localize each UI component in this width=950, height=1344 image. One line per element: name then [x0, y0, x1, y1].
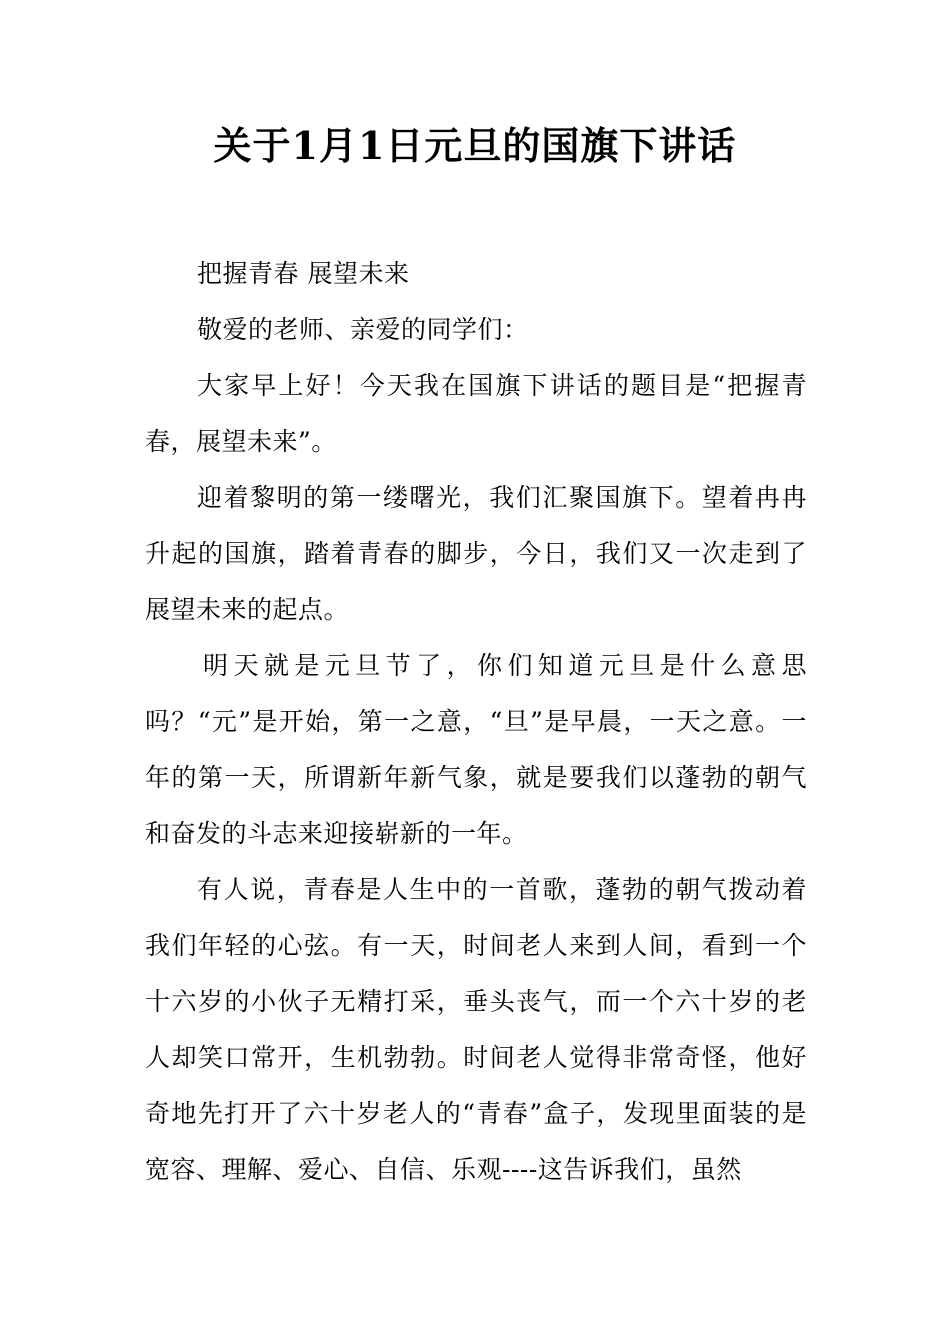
document-title: 关于1月1日元旦的国旗下讲话	[213, 123, 737, 168]
paragraph-new-year-meaning: 明天就是元旦节了，你们知道元旦是什么意思吗？“元”是开始，第一之意，“旦”是早晨，一天之意。一年的第一天，所谓新年新气象，就是要我们以蓬勃的朝气和奋发的斗志来迎接崭新的一年。	[145, 651, 807, 848]
speech-subtitle: 把握青春 展望未来	[197, 259, 410, 288]
salutation: 敬爱的老师、亲爱的同学们：	[197, 315, 529, 344]
paragraph-dawn: 迎着黎明的第一缕曙光，我们汇聚国旗下。望着冉冉升起的国旗，踏着青春的脚步，今日，我们又一次走到了展望未来的起点。	[145, 483, 807, 624]
document-body	[145, 246, 807, 1198]
paragraph-greeting: 大家早上好！今天我在国旗下讲话的题目是“把握青春，展望未来”。	[145, 371, 807, 456]
paragraph-youth-story: 有人说，青春是人生中的一首歌，蓬勃的朝气拨动着我们年轻的心弦。有一天，时间老人来到人间，看到一个十六岁的小伙子无精打采，垂头丧气，而一个六十岁的老人却笑口常开，生机勃勃。时间老人觉得非常奇怪，他好奇地先打开了六十岁老人的“青春”盒子，发现里面装的是宽容、理解、爱心、自信、乐观----这告诉我们，虽然	[145, 875, 807, 1184]
